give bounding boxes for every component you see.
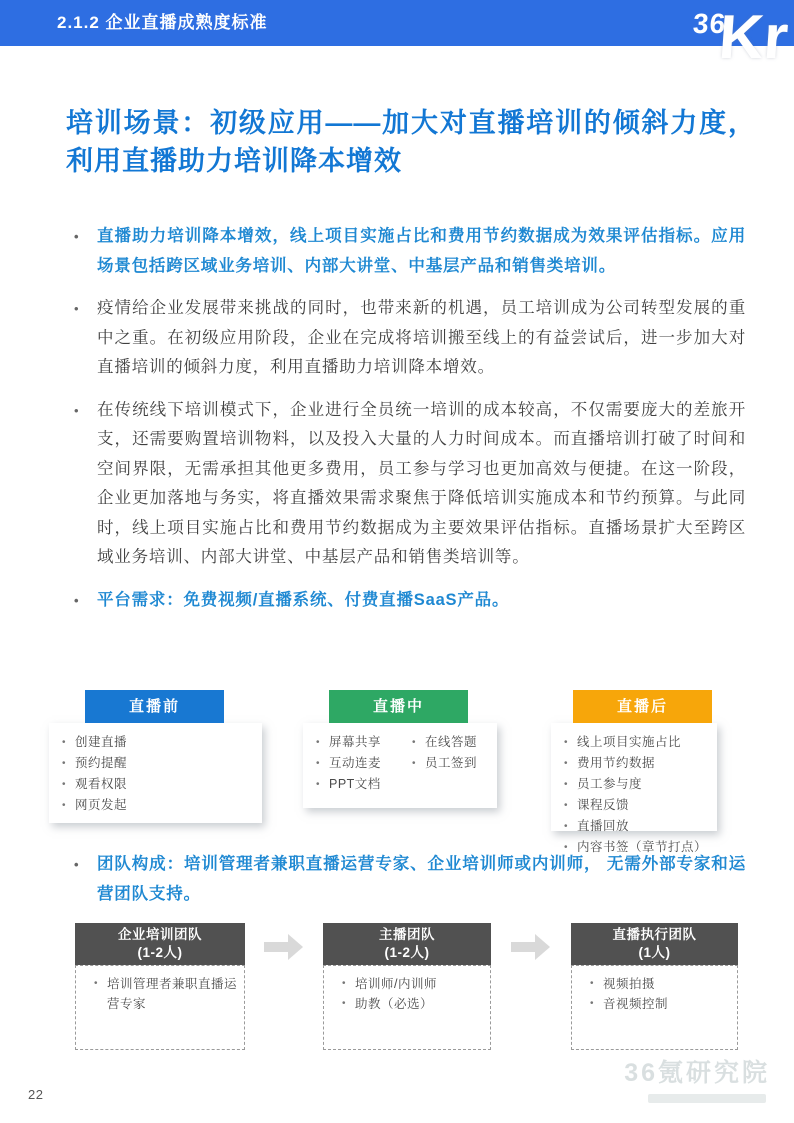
live-phase-diagram: [0, 688, 794, 854]
team-box-training: [75, 923, 245, 965]
phase-card-during: [303, 723, 497, 808]
bullet-platform-needs: • 平台需求：免费视频/直播系统、付费直播SaaS产品。: [66, 586, 746, 616]
team-name: 主播团队: [379, 927, 435, 942]
team-members-execution: [571, 965, 738, 1050]
phase-item: • 网页发起: [55, 795, 258, 816]
team-box-anchor: [323, 923, 491, 965]
bullet-paragraph: • 疫情给企业发展带来挑战的同时，也带来新的机遇，员工培训成为公司转型发展的重中之重。在初级应用阶段，企业在完成将培训搬至线上的有益尝试后，进一步加大对直播培训的倾斜力度，利用直播助力培训降本增效。: [66, 294, 746, 383]
36kr-logo: [674, 2, 791, 82]
phase-item: • 屏幕共享: [309, 732, 395, 753]
bullet-team-composition: • 团队构成：培训管理者兼职直播运营专家、企业培训师或内训师， 无需外部专家和运营团队支持。: [66, 850, 746, 909]
phase-item: • PPT文档: [309, 774, 395, 795]
bullet-paragraphs: [66, 222, 746, 628]
arrow-right-icon: [511, 934, 551, 960]
logo-36-text: 36: [691, 8, 728, 39]
phase-item: • 费用节约数据: [557, 753, 713, 774]
team-flow-diagram: [0, 920, 794, 1060]
section-heading: 2.1.2 企业直播成熟度标准: [57, 13, 268, 32]
watermark-subline: [648, 1094, 766, 1103]
phase-item: • 课程反馈: [557, 795, 713, 816]
team-name: 企业培训团队: [118, 927, 202, 942]
team-members-training: [75, 965, 245, 1050]
team-size: (1-2人): [137, 945, 183, 960]
team-member: • 培训管理者兼职直播运营专家: [86, 974, 238, 1014]
phase-item: • 员工参与度: [557, 774, 713, 795]
phase-item: • 互动连麦: [309, 753, 395, 774]
bullet-key-point: • 直播助力培训降本增效，线上项目实施占比和费用节约数据成为效果评估指标。应用场景包括跨区域业务培训、内部大讲堂、中基层产品和销售类培训。: [66, 222, 746, 281]
header-bar: [0, 0, 794, 72]
phase-item: • 线上项目实施占比: [557, 732, 713, 753]
watermark-text: 36氪研究院: [624, 1059, 770, 1087]
bullet-paragraph: • 在传统线下培训模式下，企业进行全员统一培训的成本较高，不仅需要庞大的差旅开支，还需要购置培训物料，以及投入大量的人力时间成本。而直播培训打破了时间和空间界限，无需承担其他更多费用，员工参与学习也更加高效与便捷。在这一阶段，企业更加落地与务实，将直播效果需求聚焦于降低培训实施成本和节约预算。与此同时，线上项目实施占比和费用节约数据成为主要效果评估指标。直播场景扩大至跨区域业务培训、内部大讲堂、中基层产品和销售类培训等。: [66, 396, 746, 573]
phase-label-during: 直播中: [329, 690, 468, 723]
phase-item: • 创建直播: [55, 732, 258, 753]
page-number: 22: [28, 1087, 44, 1102]
phase-item: • 在线答题: [405, 732, 477, 753]
phase-label-after: 直播后: [573, 690, 712, 723]
phase-card-after: [551, 723, 717, 854]
team-member: • 音视频控制: [582, 994, 731, 1014]
team-members-anchor: [323, 965, 491, 1050]
phase-item: • 员工签到: [405, 753, 477, 774]
team-name: 直播执行团队: [612, 927, 697, 942]
phase-item: • 观看权限: [55, 774, 258, 795]
phase-label-before: 直播前: [85, 690, 224, 723]
phase-card-before: [49, 723, 262, 823]
watermark: [624, 1053, 770, 1103]
team-member: • 培训师/内训师: [334, 974, 484, 994]
arrow-right-icon: [264, 934, 304, 960]
team-size: (1人): [638, 945, 671, 960]
page-title: 培训场景：初级应用——加大对直播培训的倾斜力度，利用直播助力培训降本增效: [66, 108, 756, 176]
phase-item: • 直播回放: [557, 816, 713, 837]
phase-item: • 预约提醒: [55, 753, 258, 774]
team-box-execution: [571, 923, 738, 965]
team-member: • 助教（必选）: [334, 994, 484, 1014]
team-composition-paragraph: [66, 850, 746, 922]
phase-item: • 内容书签（章节打点）: [557, 837, 713, 858]
team-size: (1-2人): [384, 945, 430, 960]
team-member: • 视频拍摄: [582, 974, 731, 994]
logo-kr-text: Kr: [716, 3, 791, 72]
